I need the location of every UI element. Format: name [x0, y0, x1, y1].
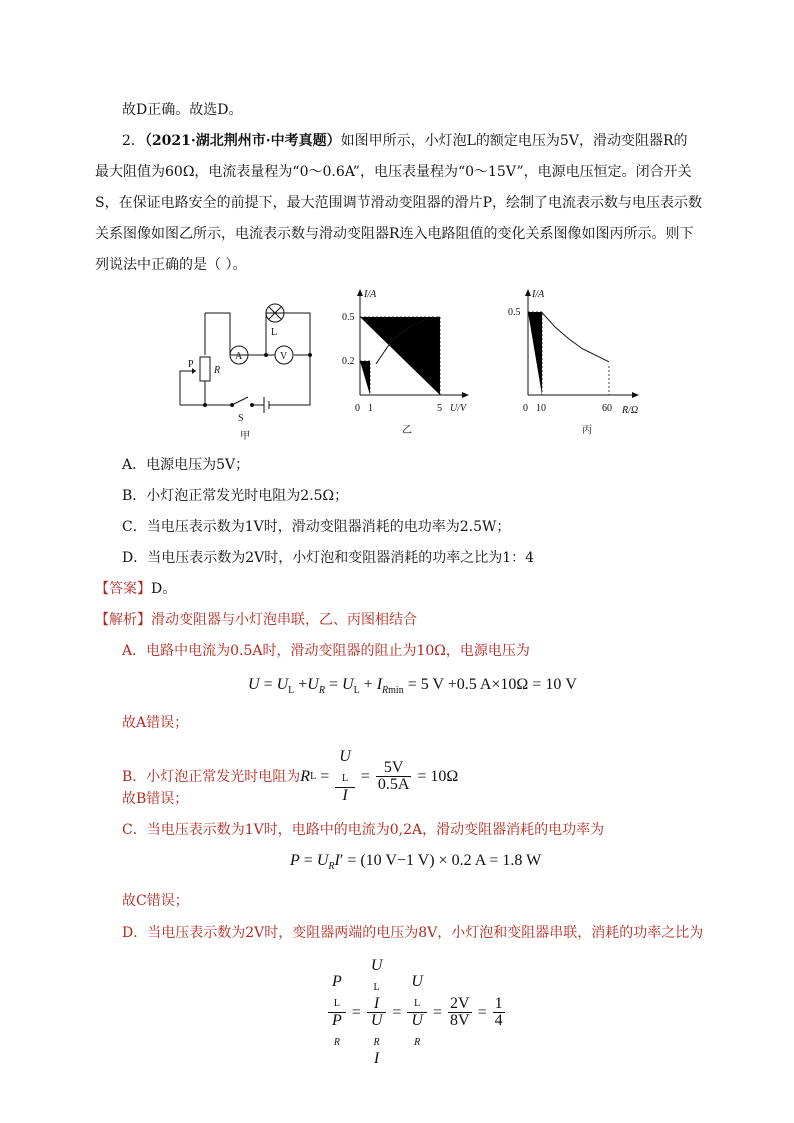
graph-caption: 乙	[402, 425, 412, 436]
analysis-text: 滑动变阻器与小灯泡串联，乙、丙图相结合	[151, 612, 417, 628]
eq-d-den3: 8V	[450, 1012, 470, 1030]
equation-c: $P = U_RI' = (10$ V−1 V) × 0.2 A = 1.8 W	[290, 852, 542, 873]
x-tick-label: 0	[355, 403, 360, 414]
text-line: 故D正确。故选D。	[122, 102, 243, 118]
option-c: C．当电压表示数为1V时，滑动变阻器消耗的电功率为2.5W；	[122, 519, 511, 535]
x-tick-label: 1	[368, 403, 373, 414]
equation-d: P $_L$ P $_R$ = U $_L$ I U $_R$ I = U $_L$ U $_R$ = $\frac{2V}{8V}$ = $\frac{1}{4}$	[326, 958, 507, 1067]
answer-line	[95, 579, 176, 599]
x-axis-label: R/Ω	[622, 405, 639, 416]
analysis-b-result: 故B错误；	[122, 791, 189, 807]
graph-caption: 丙	[582, 425, 592, 436]
option-b: B．小灯泡正常发光时电阻为2.5Ω；	[122, 488, 349, 504]
circuit-label-V: V	[280, 351, 288, 362]
equation-b: R L = U $_L$ I = $\frac{5V}{0.5A}$ = 10Ω	[300, 748, 459, 805]
y-axis-label: I/A	[532, 289, 545, 300]
x-tick-label: 0	[523, 403, 528, 414]
text-line: 最大阻值为60Ω，电流表量程为“0～0.6A”，电压表量程为“0～15V”，电源电压恒定。闭合开关	[95, 164, 692, 180]
equation-a-tail: = 5 V +0.5 A×10Ω = 10 V	[407, 676, 577, 693]
eq-b-den: 0.5A	[377, 776, 410, 794]
question-number: 2．	[122, 133, 145, 149]
x-tick-label: 10	[536, 403, 546, 414]
analysis-a-result: 故A错误；	[122, 715, 189, 731]
circuit-label-A: A	[235, 351, 243, 362]
y-tick-label: 0.2	[342, 356, 355, 367]
series-line	[542, 312, 610, 362]
question-stem	[122, 131, 688, 151]
text-line: 如图甲所示，小灯泡L的额定电压为5V，滑动变阻器R的	[340, 133, 688, 149]
eq-b-tail: = 10Ω	[417, 767, 459, 785]
text-line: S，在保证电路安全的前提下，最大范围调节滑动变阻器的滑片P，绘制了电流表示数与电压表示数	[95, 195, 703, 211]
text-line: 关系图像如图乙所示，电流表示数与滑动变阻器R连入电路阻值的变化关系图像如图丙所示。则下	[95, 226, 694, 242]
eq-d-num3: 2V	[450, 995, 470, 1013]
analysis-c: C．当电压表示数为1V时，电路中的电流为0,2A，滑动变阻器消耗的电功率为	[122, 822, 605, 838]
eq-b-num: 5V	[376, 760, 412, 777]
answer-label: 【答案】	[95, 581, 151, 597]
x-tick-label: 60	[602, 403, 612, 414]
graph-current-voltage	[340, 283, 480, 443]
equation-a: $U = U_L +U_R = U_L + I_{Rmin} = 5$ V +0.5 A×10Ω = 10 V	[248, 676, 577, 697]
eq-d-den4: 4	[494, 1012, 503, 1030]
graph-current-resistance	[500, 283, 650, 443]
circuit-label-S: S	[238, 413, 244, 424]
analysis-a: A．电路中电流为0.5A时，滑动变阻器的阻止为10Ω，电源电压为	[122, 643, 530, 659]
circuit-label-R: R	[214, 365, 221, 376]
analysis-line	[95, 610, 417, 630]
equation-c-tail: = (10 V−1 V) × 0.2 A = 1.8 W	[347, 852, 542, 869]
option-d: D．当电压表示数为2V时，小灯泡和变阻器消耗的功率之比为1：4	[122, 550, 535, 566]
y-tick-label: 0.5	[508, 307, 521, 318]
option-a: A．电源电压为5V；	[122, 457, 250, 473]
text-line: 列说法中正确的是（ ）。	[95, 257, 247, 273]
x-tick-label: 5	[437, 403, 442, 414]
analysis-c-result: 故C错误；	[122, 893, 189, 909]
answer-value: D。	[151, 581, 177, 597]
y-tick-label: 0.5	[342, 312, 355, 323]
question-source: （2021·湖北荆州市·中考真题）	[144, 133, 341, 149]
analysis-d: D．当电压表示数为2V时，变阻器两端的电压为8V，小灯泡和变阻器串联，消耗的功率之比为	[122, 925, 704, 941]
circuit-diagram	[170, 295, 330, 445]
analysis-label: 【解析】	[95, 612, 151, 628]
circuit-caption: 甲	[240, 431, 250, 442]
eq-d-num4: 1	[494, 995, 503, 1013]
circuit-label-L: L	[271, 327, 278, 338]
circuit-label-P: P	[188, 359, 194, 370]
x-axis-label: U/V	[450, 403, 467, 414]
y-axis-label: I/A	[364, 289, 377, 300]
analysis-b-text: B．小灯泡正常发光时电阻为	[122, 768, 301, 785]
